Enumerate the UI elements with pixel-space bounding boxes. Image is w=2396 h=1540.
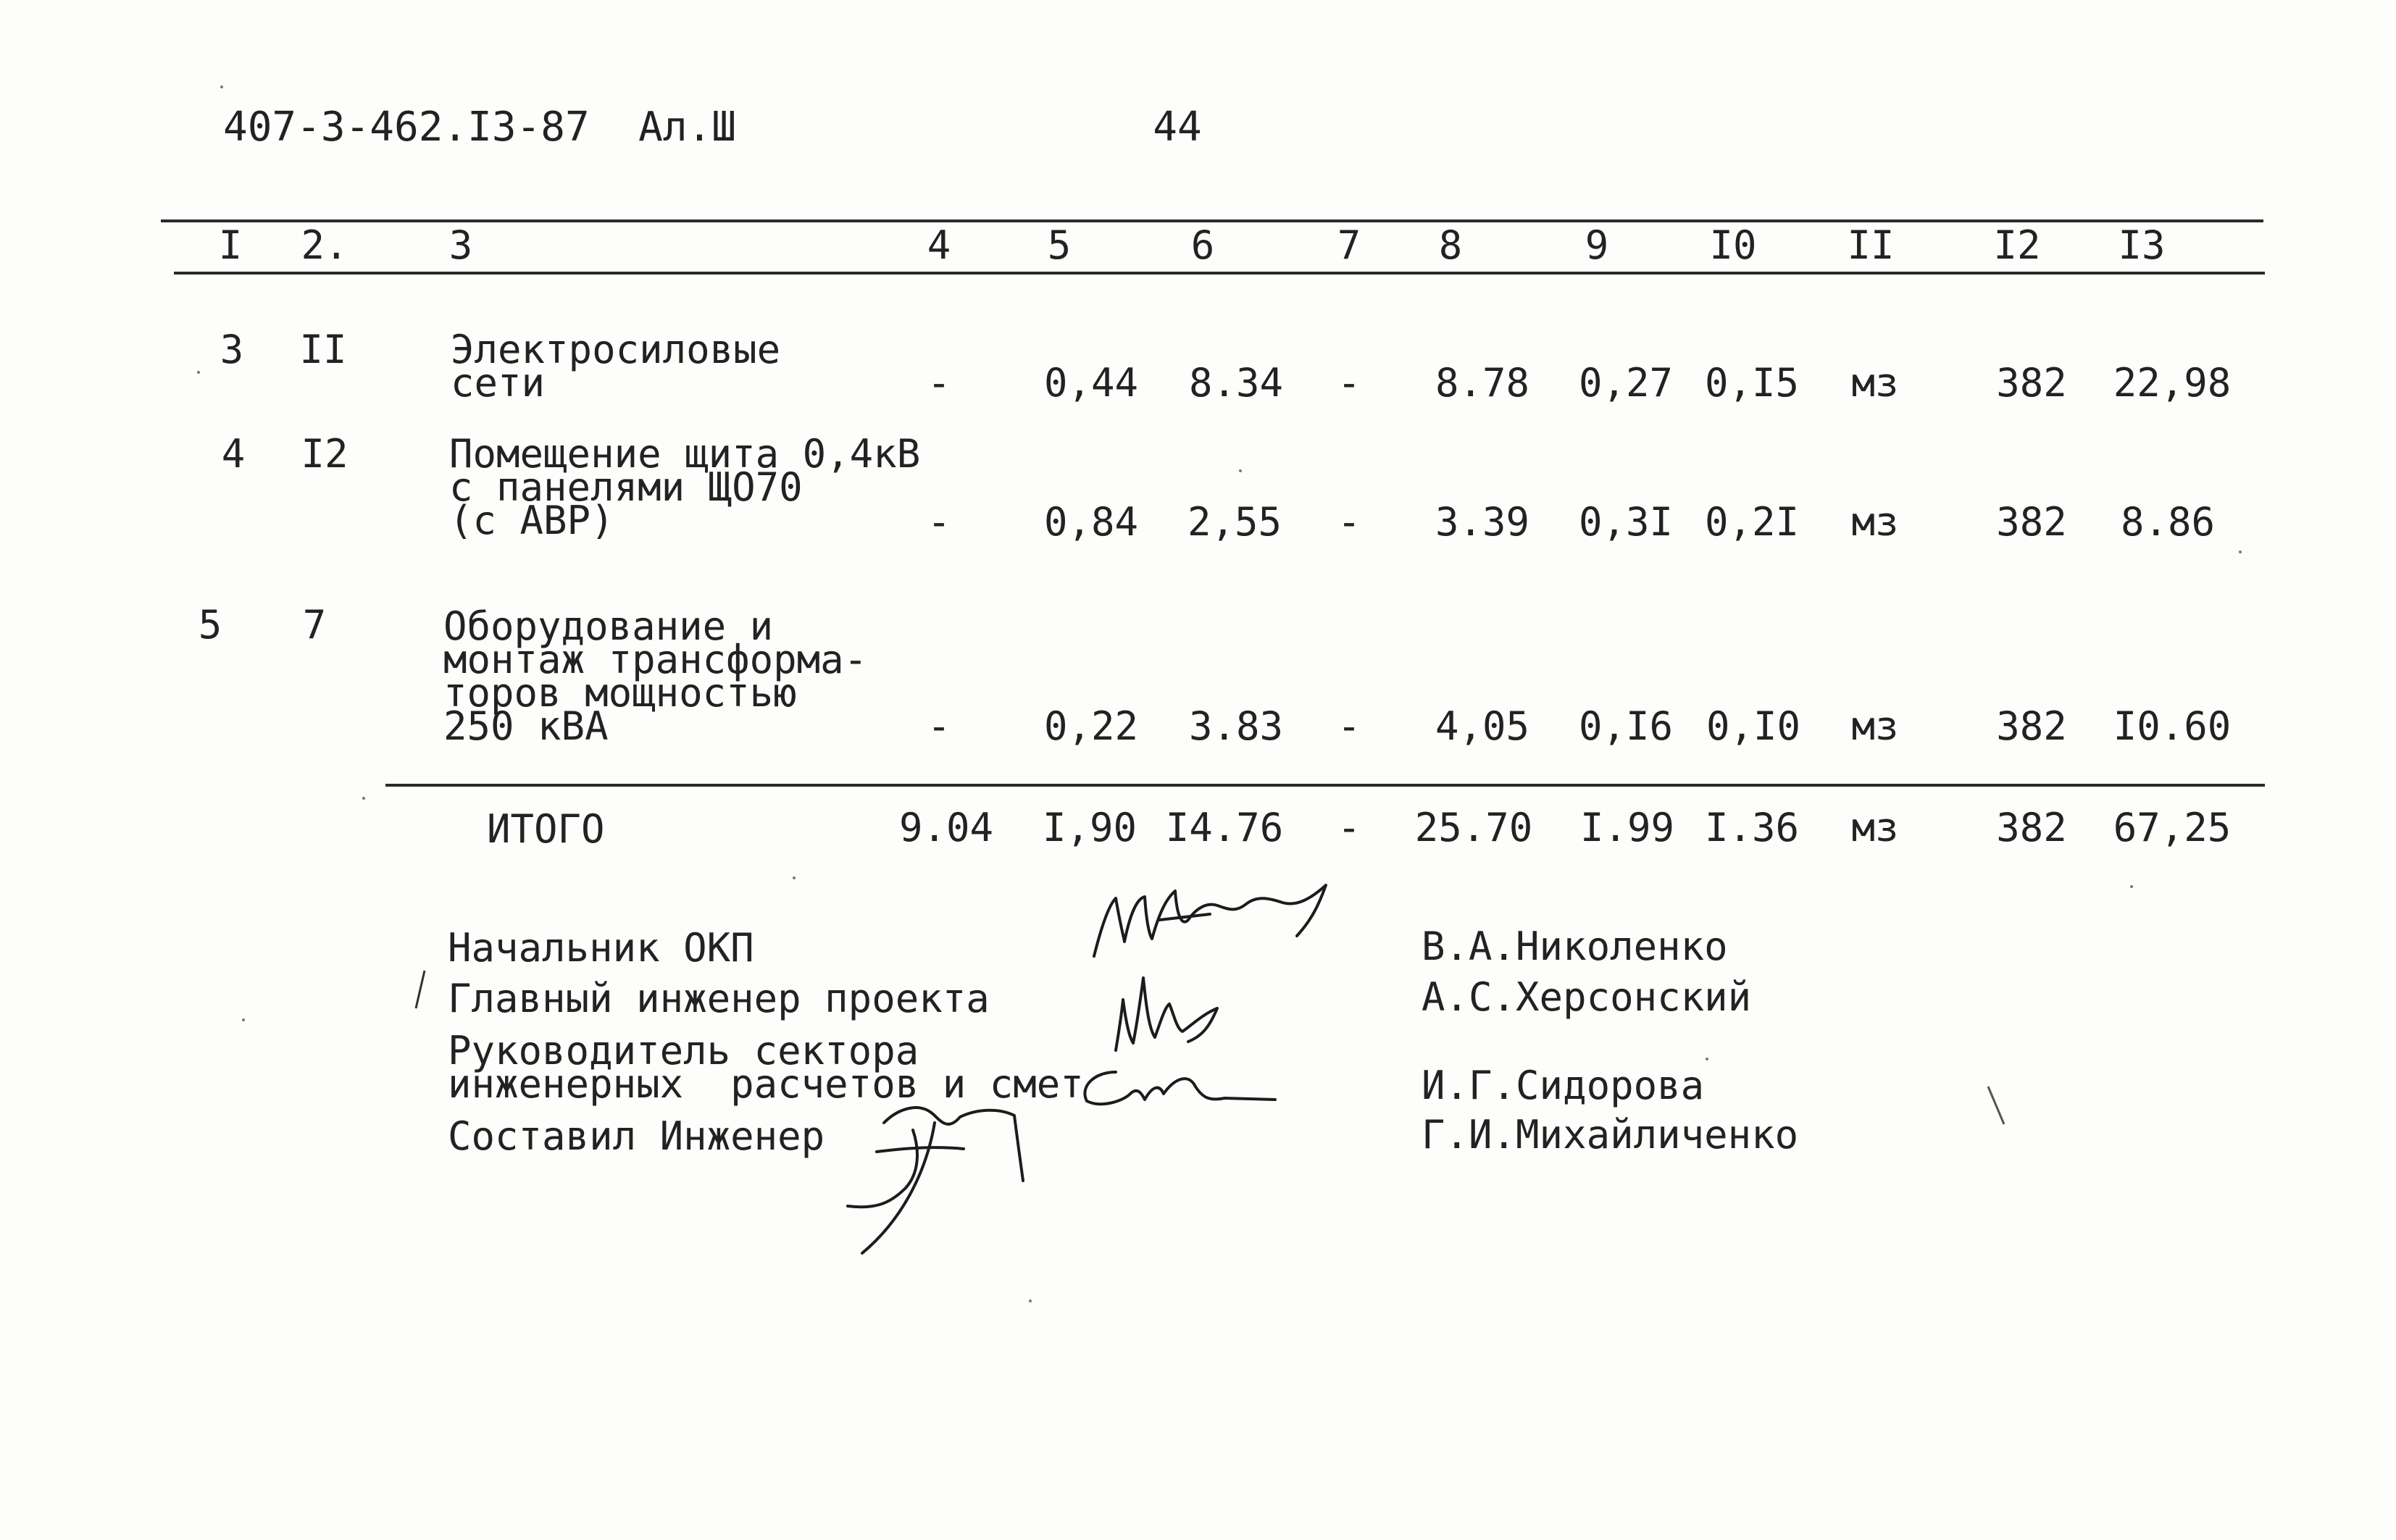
column-header: 6 xyxy=(1190,222,1215,268)
cell-c12: 382 xyxy=(1996,360,2067,406)
column-header: 8 xyxy=(1438,222,1463,268)
cell-c4: - xyxy=(927,499,951,545)
cell-c9: 0,27 xyxy=(1578,360,1674,406)
column-header: 2. xyxy=(301,222,348,268)
column-header: 9 xyxy=(1585,222,1609,268)
scan-speck xyxy=(1239,469,1242,472)
name-chief-engineer: А.С.Херсонский xyxy=(1422,974,1752,1020)
scan-speck xyxy=(1029,1300,1032,1302)
scan-speck xyxy=(197,371,200,374)
cell-c5: 0,22 xyxy=(1043,703,1139,749)
column-header: II xyxy=(1847,222,1895,268)
item-number: 7 xyxy=(302,602,327,648)
role-head: Начальник ОКП xyxy=(448,925,754,971)
row-number: 4 xyxy=(221,431,246,477)
cell-c10: 0,I0 xyxy=(1706,703,1801,749)
scan-mark xyxy=(413,968,427,1011)
cell-c7: - xyxy=(1337,360,1361,406)
item-number: I2 xyxy=(301,431,348,477)
total-c4: 9.04 xyxy=(898,805,994,850)
cell-c12: 382 xyxy=(1996,499,2067,545)
cell-c8: 3.39 xyxy=(1435,499,1530,545)
scan-speck xyxy=(2239,551,2242,553)
total-c13: 67,25 xyxy=(2113,805,2232,850)
cell-c6: 8.34 xyxy=(1188,360,1284,406)
total-rule xyxy=(385,784,2265,787)
name-head: В.А.Николенко xyxy=(1422,924,1728,969)
total-c12: 382 xyxy=(1996,805,2067,850)
cell-c10: 0,2I xyxy=(1704,499,1800,545)
cell-c5: 0,44 xyxy=(1043,360,1139,406)
cell-c13: 22,98 xyxy=(2113,360,2232,406)
cell-c9: 0,3I xyxy=(1578,499,1674,545)
scan-speck xyxy=(793,876,796,879)
header-bottom-rule xyxy=(174,272,2265,275)
total-c8: 25.70 xyxy=(1414,805,1533,850)
total-label: ИТОГО xyxy=(487,806,605,852)
cell-c4: - xyxy=(927,360,951,406)
row-number: 3 xyxy=(220,327,244,372)
scan-speck xyxy=(2130,885,2133,888)
role-compiled: Составил Инженер xyxy=(448,1113,825,1159)
column-header: I3 xyxy=(2118,222,2166,268)
item-name: Оборудование и монтаж трансформа- торов мощностью 250 кВА xyxy=(443,603,868,749)
cell-c13: 8.86 xyxy=(2120,499,2216,545)
column-header: I0 xyxy=(1709,222,1757,268)
total-c6: I4.76 xyxy=(1165,805,1284,850)
column-header: 4 xyxy=(927,222,951,268)
scan-speck xyxy=(242,1018,245,1021)
cell-c4: - xyxy=(927,703,951,749)
scan-speck xyxy=(362,797,365,800)
scan-mark xyxy=(1985,1084,2007,1127)
total-c10: I.36 xyxy=(1704,805,1800,850)
row-number: 5 xyxy=(198,602,222,648)
role-chief-engineer: Главный инженер проекта xyxy=(448,976,990,1021)
page-number: 44 xyxy=(1153,104,1202,151)
signature-compiled xyxy=(833,1079,1029,1268)
signature-sector-head xyxy=(1072,1058,1282,1123)
column-header: I2 xyxy=(1993,222,2041,268)
name-sector-head: И.Г.Сидорова xyxy=(1422,1063,1705,1108)
cell-c7: - xyxy=(1337,499,1361,545)
cell-unit: мз xyxy=(1851,703,1899,749)
scan-speck xyxy=(1706,1058,1708,1060)
cell-c5: 0,84 xyxy=(1043,499,1139,545)
document-code: 407-3-462.I3-87 Ал.Ш xyxy=(223,104,737,151)
column-header: 7 xyxy=(1337,222,1361,268)
total-c9: I.99 xyxy=(1579,805,1675,850)
cell-c7: - xyxy=(1337,703,1361,749)
item-name: Электросиловые сети xyxy=(451,327,781,406)
cell-c13: I0.60 xyxy=(2113,703,2232,749)
signature-chief-engineer xyxy=(1101,956,1275,1065)
column-header: I xyxy=(218,222,243,268)
role-sector-head: Руководитель сектора инженерных расчетов и смет xyxy=(448,1028,1084,1107)
cell-unit: мз xyxy=(1851,360,1899,406)
cell-c6: 3.83 xyxy=(1188,703,1284,749)
column-header: 3 xyxy=(448,222,473,268)
scan-speck xyxy=(220,85,223,88)
total-unit: мз xyxy=(1851,805,1899,850)
total-c5: I,90 xyxy=(1042,805,1138,850)
total-c7: - xyxy=(1337,805,1361,850)
cell-c6: 2,55 xyxy=(1187,499,1282,545)
cell-c12: 382 xyxy=(1996,703,2067,749)
cell-c9: 0,I6 xyxy=(1578,703,1674,749)
name-compiled: Г.И.Михайличенко xyxy=(1422,1112,1799,1158)
item-name: Помещение щита 0,4кВ с панелями ЩО70 (с АВР) xyxy=(449,431,921,543)
cell-unit: мз xyxy=(1851,499,1899,545)
cell-c8: 4,05 xyxy=(1435,703,1530,749)
cell-c8: 8.78 xyxy=(1435,360,1530,406)
cell-c10: 0,I5 xyxy=(1704,360,1800,406)
column-header: 5 xyxy=(1047,222,1072,268)
item-number: II xyxy=(299,327,347,372)
